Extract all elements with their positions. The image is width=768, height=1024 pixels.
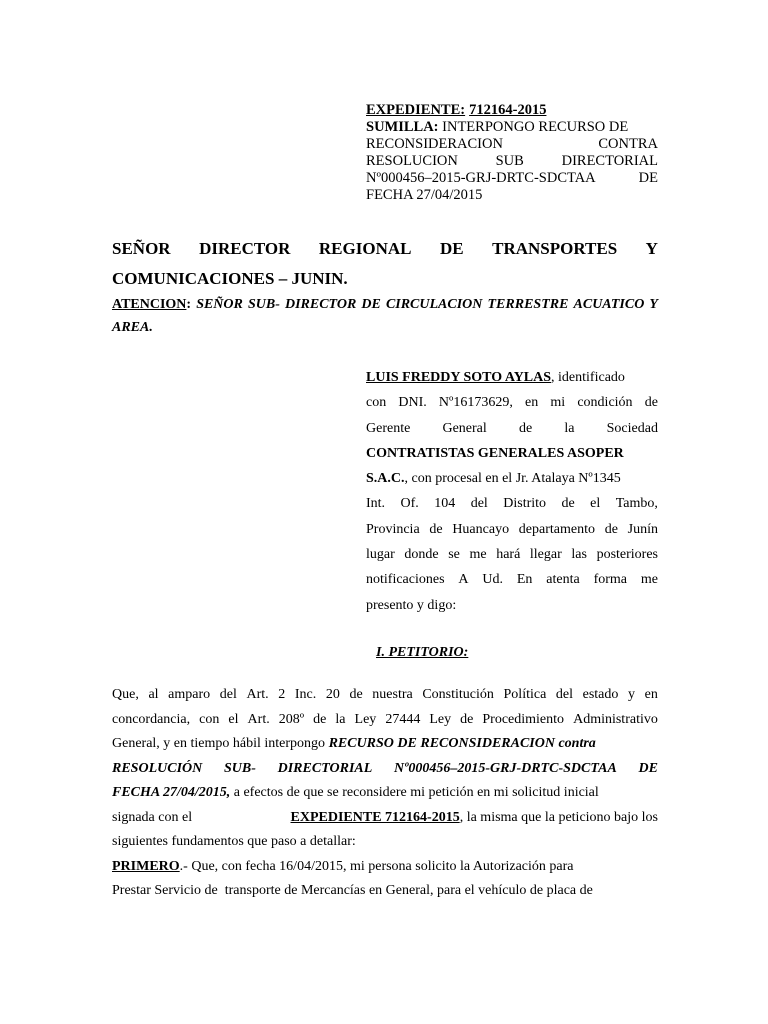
intro-word: mi xyxy=(550,395,566,411)
body-word: Art. xyxy=(247,711,270,727)
body-word: SUB- xyxy=(223,760,256,776)
intro-name-group xyxy=(366,365,625,390)
intro-line-3 xyxy=(366,416,658,441)
intro-word: de xyxy=(604,521,618,537)
recurso-emphasis: RECURSO DE RECONSIDERACION contra xyxy=(328,736,596,751)
body-word: Administrativo xyxy=(573,711,658,727)
intro-word: de xyxy=(429,521,443,537)
body-line-4 xyxy=(112,757,658,782)
body-word: Que, xyxy=(112,687,139,702)
sumilla-word: RECONSIDERACION xyxy=(366,136,503,152)
atencion-word: SUB- xyxy=(247,297,280,312)
body-text: General, y en tiempo hábil interpongo xyxy=(112,736,329,751)
expediente-ref-group xyxy=(291,806,658,831)
addressee-line-2: COMUNICACIONES – JUNIN. xyxy=(112,269,348,288)
addressee-word: DIRECTOR xyxy=(199,239,291,258)
intro-line-2 xyxy=(366,390,658,415)
intro-word: se xyxy=(448,547,460,563)
addressee-line-1 xyxy=(112,234,658,264)
atencion-label: ATENCION xyxy=(112,297,187,312)
sumilla-word: DE xyxy=(638,170,658,186)
intro-line-7 xyxy=(366,517,658,542)
sumilla-word: DIRECTORIAL xyxy=(561,153,658,169)
body-word: y xyxy=(628,687,635,702)
intro-word: del xyxy=(470,496,488,512)
sumilla-line-2 xyxy=(366,136,658,153)
body-word: 2 xyxy=(278,687,286,702)
intro-text: , identificado xyxy=(551,370,625,385)
atencion-line-2: AREA. xyxy=(112,320,153,335)
intro-line-8 xyxy=(366,542,658,567)
body-line-8 xyxy=(112,855,658,880)
sumilla-line-4 xyxy=(366,170,658,187)
intro-word: atenta xyxy=(546,572,580,588)
body-word: de xyxy=(460,711,474,727)
intro-word: donde xyxy=(404,547,439,563)
body-line-2 xyxy=(112,708,658,733)
primero-label: PRIMERO xyxy=(112,858,180,874)
atencion-word: CIRCULACION xyxy=(385,297,483,312)
intro-word: hará xyxy=(496,547,521,563)
body-word: nuestra xyxy=(372,687,413,702)
atencion-word: ACUATICO xyxy=(573,297,645,312)
intro-word: Sociedad xyxy=(606,420,658,436)
intro-line-6 xyxy=(366,491,658,516)
intro-word: Nº16173629, xyxy=(438,395,513,411)
intro-word: A xyxy=(458,572,469,588)
intro-word: me xyxy=(469,547,487,563)
addressee-word: REGIONAL xyxy=(318,239,412,258)
body-word: con xyxy=(199,711,220,727)
sumilla-line-5: FECHA 27/04/2015 xyxy=(366,187,483,203)
section-title-petitorio: I. PETITORIO: xyxy=(376,645,469,660)
intro-word: condición xyxy=(577,395,633,411)
body-word: del xyxy=(555,687,574,702)
intro-word: Ud. xyxy=(482,572,503,588)
intro-word: posteriores xyxy=(596,547,658,563)
atencion-word: DE xyxy=(361,297,381,312)
expediente-label: EXPEDIENTE: xyxy=(366,102,466,118)
intro-word: de xyxy=(518,420,533,436)
body-word: Política xyxy=(503,687,547,702)
body-text: .- Que, con fecha 16/04/2015, mi persona solicito la Autorización para xyxy=(179,858,574,874)
sumilla-line-3 xyxy=(366,153,658,170)
body-line-1 xyxy=(112,683,658,708)
intro-line-5 xyxy=(366,466,658,491)
intro-word: las xyxy=(571,547,587,563)
body-word: de xyxy=(313,711,327,727)
atencion-label-group xyxy=(112,293,191,316)
body-word: al xyxy=(148,687,159,702)
intro-word: llegar xyxy=(529,547,562,563)
body-word: Ley xyxy=(429,711,452,727)
intro-word: en xyxy=(525,395,539,411)
body-word: del xyxy=(219,687,237,702)
body-word: de xyxy=(349,687,363,702)
atencion-word: DIRECTOR xyxy=(284,297,357,312)
body-text: a efectos de que se reconsidere mi petición en mi solicitud inicial xyxy=(230,785,599,800)
intro-word: la xyxy=(564,420,575,436)
body-line-9 xyxy=(112,879,658,904)
body-line-5 xyxy=(112,781,658,806)
intro-word: me xyxy=(640,572,658,588)
addressee-word: DE xyxy=(439,239,464,258)
company-suffix: S.A.C. xyxy=(366,471,405,487)
body-line-6 xyxy=(112,806,658,831)
intro-word: En xyxy=(516,572,533,588)
intro-word: Junín xyxy=(627,521,658,537)
body-word: DE xyxy=(638,760,658,776)
intro-word: con xyxy=(366,395,387,411)
sumilla-block xyxy=(366,102,658,204)
body-text: signada con el xyxy=(112,809,193,825)
body-word: el xyxy=(228,711,239,727)
atencion-colon: : xyxy=(186,297,192,312)
intro-line-9 xyxy=(366,567,658,592)
intro-word: forma xyxy=(593,572,627,588)
body-word: Nº000456–2015-GRJ-DRTC-SDCTAA xyxy=(394,760,617,776)
body-line-7: siguientes fundamentos que paso a detallar: xyxy=(112,834,356,849)
body-word: concordancia, xyxy=(112,711,191,727)
expediente-line xyxy=(366,102,658,119)
atencion-word: Y xyxy=(649,297,658,312)
body-text: Prestar Servicio de transporte de Mercancías en General, para el vehículo de placa de xyxy=(112,883,593,898)
addressee-word: SEÑOR xyxy=(112,239,171,258)
intro-word: notificaciones xyxy=(366,572,445,588)
intro-word: Of. xyxy=(400,496,419,512)
body-word: RESOLUCIÓN xyxy=(112,760,203,776)
intro-word: Gerente xyxy=(366,420,411,436)
atencion-line-1 xyxy=(112,293,658,316)
intro-word: de xyxy=(644,395,658,411)
intro-text: , con procesal en el Jr. Atalaya Nº1345 xyxy=(404,471,621,487)
body-word: Ley xyxy=(354,711,377,727)
applicant-name: LUIS FREDDY SOTO AYLAS xyxy=(366,370,552,385)
atencion-word: SEÑOR xyxy=(196,297,243,312)
fecha-emphasis: FECHA 27/04/2015, xyxy=(112,785,231,800)
intro-word: Provincia xyxy=(366,521,420,537)
sumilla-word: SUB xyxy=(495,153,524,169)
body-word: estado xyxy=(582,687,619,702)
intro-word: Distrito xyxy=(503,496,547,512)
body-word: Constitución xyxy=(422,687,494,702)
atencion-word: TERRESTRE xyxy=(487,297,569,312)
sumilla-label: SUMILLA: xyxy=(366,119,439,135)
body-word: Art. xyxy=(246,687,269,702)
intro-word: el xyxy=(590,496,601,512)
petitorio-body xyxy=(112,683,658,904)
expediente-reference: EXPEDIENTE 712164-2015 xyxy=(290,809,460,825)
intro-word: Int. xyxy=(366,496,386,512)
addressee-word: TRANSPORTES xyxy=(492,239,618,258)
body-word: en xyxy=(644,687,658,702)
body-word: Inc. xyxy=(294,687,317,702)
body-word: DIRECTORIAL xyxy=(277,760,373,776)
sumilla-word: Nº000456–2015-GRJ-DRTC-SDCTAA xyxy=(366,170,596,186)
body-word: 208º xyxy=(278,711,305,727)
body-word: Procedimiento xyxy=(482,711,565,727)
addressee-word: Y xyxy=(645,239,658,258)
intro-paragraph xyxy=(366,365,658,618)
intro-word: lugar xyxy=(366,547,395,563)
sumilla-text: INTERPONGO RECURSO DE xyxy=(442,119,629,135)
sumilla-word: CONTRA xyxy=(598,136,658,152)
body-word: 27444 xyxy=(385,711,421,727)
intro-word: departamento xyxy=(518,521,595,537)
intro-word: DNI. xyxy=(398,395,427,411)
addressee-block xyxy=(112,234,658,294)
body-text: , la misma que la peticiono bajo los xyxy=(459,809,658,825)
intro-word: General xyxy=(442,420,487,436)
atencion-block xyxy=(112,293,658,339)
body-word: amparo xyxy=(168,687,211,702)
intro-word: Huancayo xyxy=(452,521,510,537)
company-name-line: CONTRATISTAS GENERALES ASOPER xyxy=(366,445,624,461)
sumilla-word: RESOLUCION xyxy=(366,153,458,169)
intro-line-10: presento y digo: xyxy=(366,597,457,613)
intro-word: de xyxy=(561,496,575,512)
expediente-number: 712164-2015 xyxy=(469,102,547,118)
intro-line-1 xyxy=(366,365,658,390)
sumilla-line-1 xyxy=(366,119,658,136)
body-word: la xyxy=(335,711,346,727)
body-line-3 xyxy=(112,732,658,757)
body-word: 20 xyxy=(325,687,340,702)
intro-word: Tambo, xyxy=(615,496,658,512)
intro-word: 104 xyxy=(434,496,456,512)
